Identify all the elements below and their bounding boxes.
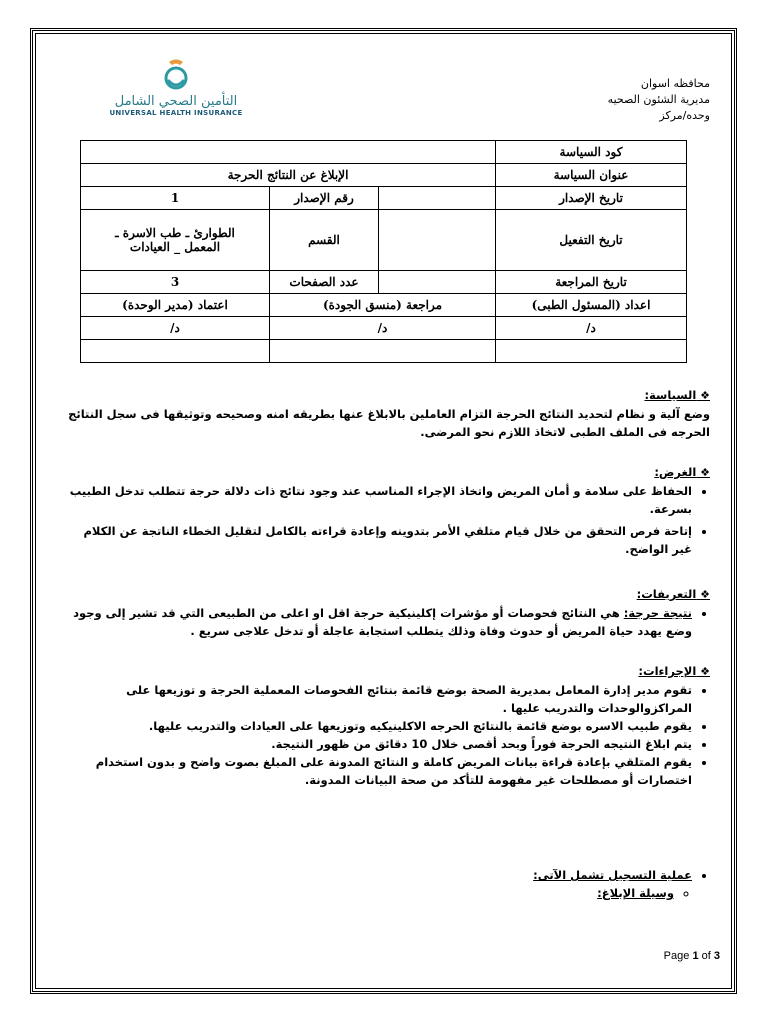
department-value-line1: الطوارئ ـ طب الاسرة ـ — [115, 226, 235, 240]
activation-date-label: تاريخ التفعيل — [496, 210, 687, 271]
logo — [96, 58, 256, 117]
review-date-label: تاريخ المراجعة — [496, 271, 687, 294]
table-row — [81, 164, 687, 187]
reviewed-by-signature: د/ — [270, 317, 496, 340]
table-row — [81, 187, 687, 210]
page-of: of — [701, 950, 711, 962]
department-value-line2: المعمل _ العيادات — [129, 240, 221, 254]
department-label: القسم — [270, 210, 379, 271]
definitions-section — [62, 585, 710, 640]
recording-sub-item: ◦ وسيلة الإبلاغ: — [62, 884, 674, 902]
empty-cell — [496, 340, 687, 363]
policy-section-text: وضع آلية و نظام لتحديد النتائج الحرجة التزام العاملين بالابلاغ عنها بطريقه امنه وصحيحه وتوثيقها فى سجل النتائج الحرجه فى الملف الطبى لاتخاذ اللازم نحو المرضى. — [68, 407, 710, 439]
issue-date-value — [379, 187, 496, 210]
header-directorate: مديرية الشئون الصحيه — [607, 93, 710, 106]
purpose-section — [62, 463, 710, 558]
table-row — [81, 294, 687, 317]
logo-emblem-icon — [158, 58, 194, 92]
list-item: • يقوم المتلقي بإعادة قراءة بيانات المريض كاملة و النتائج المدونة على المبلغ بصوت واضح و بدون استخدام اختصارات أو مصطلحات غير مفهومة للتأكد من صحة البيانات المدونة. — [62, 753, 692, 789]
policy-section — [62, 386, 710, 441]
logo-arabic-text: التأمين الصحي الشامل — [114, 94, 238, 109]
policy-title-value: الإبلاغ عن النتائج الحرجة — [81, 164, 496, 187]
activation-date-value — [379, 210, 496, 271]
policy-section-title: ❖ السياسة: — [62, 386, 710, 405]
definition-text: هي النتائج فحوصات أو مؤشرات إكلينيكية حرجة اقل او اعلى من الطبيعى التي قد تشير إلى وجود وضع يهدد حياة المريض أو حدوث وفاة وذلك يتطلب استجابة عاجلة أو تدخل علاجى سريع . — [73, 606, 692, 638]
department-value — [81, 210, 270, 271]
table-row — [81, 271, 687, 294]
definition-term: نتيجة حرجة: — [623, 606, 692, 620]
list-item: • الحفاظ على سلامة و أمان المريض واتخاذ الإجراء المناسب عند وجود نتائج ذات دلالة حرجة تتطلب تدخل الطبيب بسرعة. — [62, 482, 692, 518]
empty-cell — [81, 340, 270, 363]
purpose-section-title: ❖ الغرض: — [62, 463, 710, 482]
list-item — [62, 604, 692, 640]
policy-title-label: عنوان السياسة — [496, 164, 687, 187]
header-governorate: محافظه اسوان — [640, 77, 710, 90]
policy-code-label: كود السياسة — [496, 141, 687, 164]
empty-cell — [270, 340, 496, 363]
prepared-by-signature: د/ — [496, 317, 687, 340]
reviewed-by-label: مراجعة (منسق الجودة) — [270, 294, 496, 317]
recording-section — [62, 866, 710, 902]
list-item: • يقوم طبيب الاسره بوضع قائمة بالنتائج الحرجه الاكلينيكيه وتوزيعها على العيادات والتدريب عليها. — [62, 717, 692, 735]
issue-number-value: 1 — [81, 187, 270, 210]
table-row — [81, 340, 687, 363]
page-number — [664, 950, 720, 962]
approved-by-signature: د/ — [81, 317, 270, 340]
procedures-section — [62, 662, 710, 789]
header-unit: وحده/مركز — [659, 109, 710, 122]
issue-date-label: تاريخ الإصدار — [496, 187, 687, 210]
list-item: • يتم ابلاغ النتيجه الحرجة فوراً وبحد أقصى خلال 10 دقائق من ظهور النتيجة. — [62, 735, 692, 753]
recording-section-title: • عملية التسجيل تشمل الآتى: — [62, 866, 692, 884]
logo-english-text: UNIVERSAL HEALTH INSURANCE — [109, 109, 243, 117]
policy-code-value — [81, 141, 496, 164]
review-date-value — [379, 271, 496, 294]
list-item: • إتاحة فرص التحقق من خلال قيام متلقي الأمر بتدوينه وإعادة قراءته بالكامل لتقليل الخطاء الناتجة عن الكلام غير الواضح. — [62, 522, 692, 558]
table-row — [81, 210, 687, 271]
table-row — [81, 141, 687, 164]
header-address — [608, 76, 710, 124]
page-total: 3 — [713, 950, 720, 962]
page-prefix: Page — [663, 950, 690, 962]
pages-count-value: 3 — [81, 271, 270, 294]
page-current: 1 — [692, 950, 699, 962]
procedures-section-title: ❖ الإجراءات: — [62, 662, 710, 681]
pages-count-label: عدد الصفحات — [270, 271, 379, 294]
policy-info-table — [80, 140, 687, 363]
definitions-section-title: ❖ التعريفات: — [62, 585, 710, 604]
issue-number-label: رقم الإصدار — [270, 187, 379, 210]
prepared-by-label: اعداد (المسئول الطبى) — [496, 294, 687, 317]
list-item: • تقوم مدير إدارة المعامل بمديرية الصحة بوضع قائمة بنتائج الفحوصات المعملية الحرجة و توزيعها على المراكزوالوحدات والتدريب عليها . — [62, 681, 692, 717]
approved-by-label: اعتماد (مدير الوحدة) — [81, 294, 270, 317]
table-row — [81, 317, 687, 340]
